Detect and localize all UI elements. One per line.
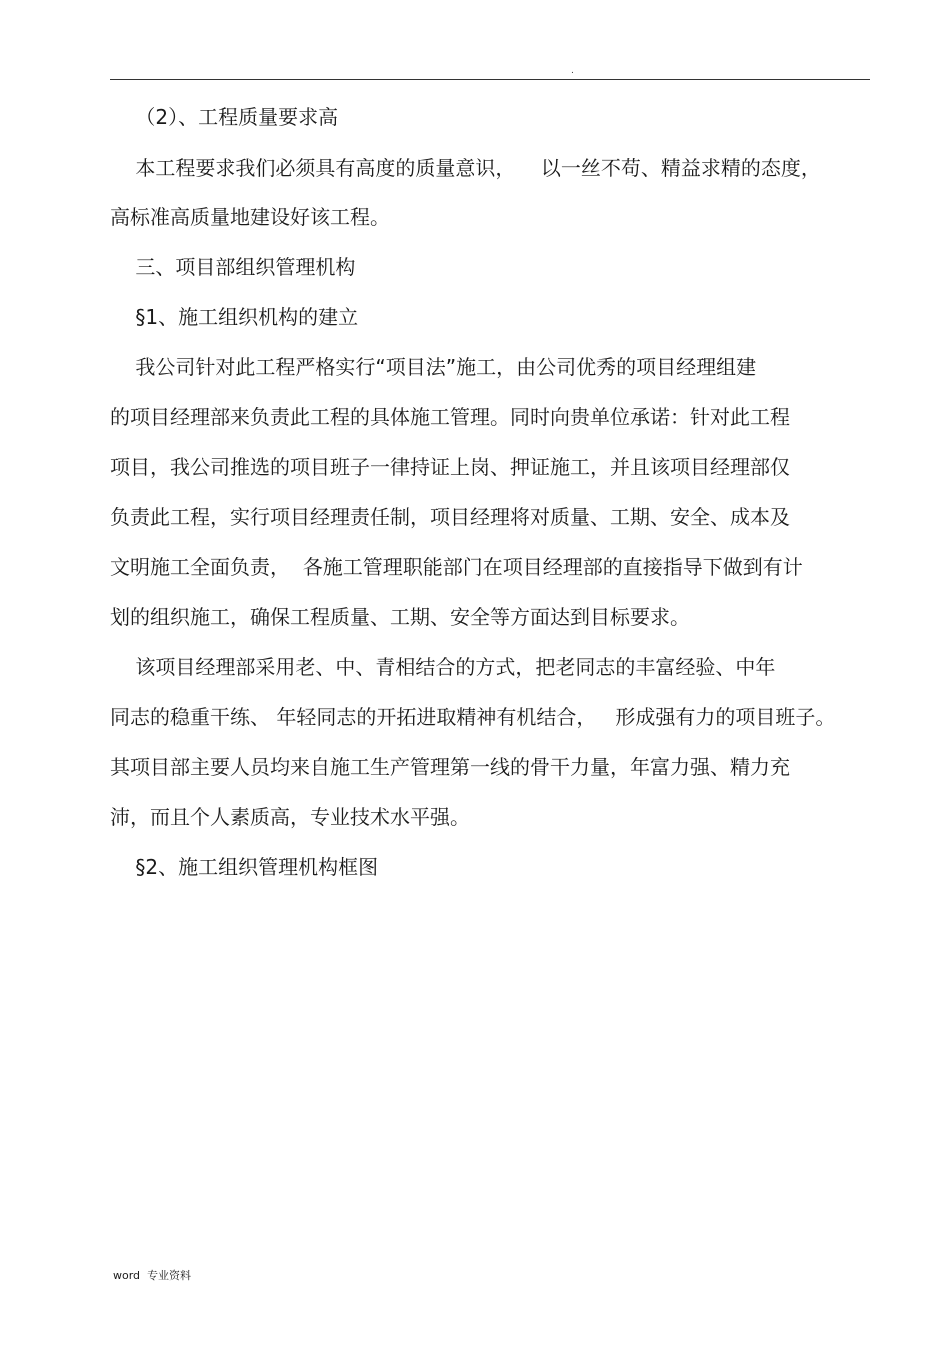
section-heading-organization: 三、项目部组织管理机构: [110, 255, 356, 279]
paragraph-line: 文明施工全面负责， 各施工管理职能部门在项目经理部的直接指导下做到有计: [110, 555, 803, 579]
header-dot: .: [571, 66, 574, 76]
paragraph-line: 的项目经理部来负责此工程的具体施工管理。同时向贵单位承诺：针对此工程: [110, 405, 790, 429]
paragraph-line: 项目，我公司推选的项目班子一律持证上岗、押证施工，并且该项目经理部仅: [110, 455, 790, 479]
paragraph-line: 我公司针对此工程严格实行“项目法”施工，由公司优秀的项目经理组建: [110, 355, 757, 379]
heading-quality-requirement: （2）、工程质量要求高: [110, 105, 339, 129]
subsection-heading-2: §2、施工组织管理机构框图: [110, 855, 379, 879]
header-rule: [110, 79, 870, 80]
paragraph-line: 本工程要求我们必须具有高度的质量意识， 以一丝不苟、精益求精的态度，: [110, 156, 821, 180]
paragraph-line: 高标准高质量地建设好该工程。: [110, 205, 390, 229]
paragraph-line: 沛，而且个人素质高，专业技术水平强。: [110, 805, 470, 829]
paragraph-line: 负责此工程，实行项目经理责任制，项目经理将对质量、工期、安全、成本及: [110, 505, 790, 529]
paragraph-line: 该项目经理部采用老、中、青相结合的方式，把老同志的丰富经验、中年: [110, 655, 776, 679]
paragraph-line: 其项目部主要人员均来自施工生产管理第一线的骨干力量，年富力强、精力充: [110, 755, 790, 779]
paragraph-line: 同志的稳重干练、 年轻同志的开拓进取精神有机结合， 形成强有力的项目班子。: [110, 705, 836, 729]
subsection-heading-1: §1、施工组织机构的建立: [110, 305, 359, 329]
footer-label: word 专业资料: [113, 1269, 192, 1282]
paragraph-line: 划的组织施工，确保工程质量、工期、安全等方面达到目标要求。: [110, 605, 690, 629]
